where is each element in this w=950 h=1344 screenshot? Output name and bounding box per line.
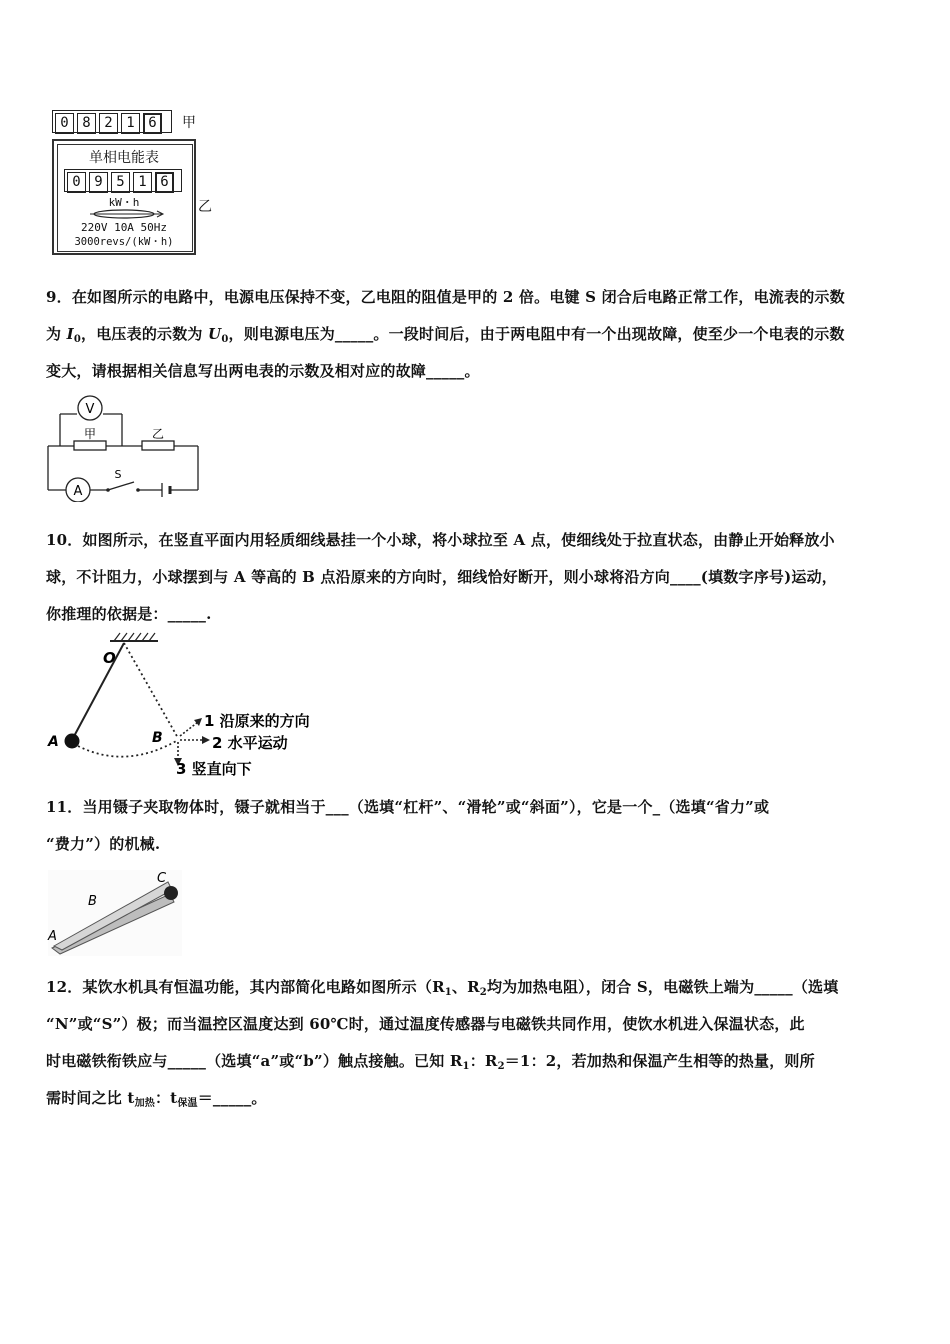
meter-spec-1: 220V 10A 50Hz (80, 221, 168, 234)
q10-line-1: 10．如图所示，在竖直平面内用轻质细线悬挂一个小球，将小球拉至 A 点，使细线处于拉直状态，由静止开始释放小 (46, 531, 835, 549)
pivot-label: O (103, 649, 116, 667)
tweezers-point-a: A (48, 929, 57, 944)
meter-bottom-label: 乙 (198, 199, 212, 215)
q11-tweezers-diagram (44, 868, 186, 960)
switch-label: S (114, 468, 122, 481)
meter-digit: 1 (121, 113, 140, 134)
meter-unit: kW・h (108, 196, 140, 209)
meter-digit: 0 (55, 113, 74, 134)
point-a-label: A (48, 734, 59, 750)
resistor-2-label: 乙 (151, 427, 165, 441)
q10-pendulum-diagram (44, 632, 344, 784)
meter-spec-2: 3000revs/(kW・h) (74, 236, 174, 248)
meter-digit: 5 (111, 172, 130, 193)
q11-line-1: 11．当用镊子夹取物体时，镊子就相当于___（选填“杠杆”、“滑轮”或“斜面”），它是一个_（选填“省力”或 (46, 798, 770, 816)
battery-icon (162, 483, 170, 497)
q9-circuit-diagram (44, 394, 206, 502)
resistor-1-label: 甲 (83, 427, 97, 441)
q10-line-3: 你推理的依据是：_____. (46, 605, 212, 623)
meter-digit: 2 (99, 113, 118, 134)
switch-contact (136, 488, 140, 492)
meter-disc-icon (84, 207, 168, 221)
direction-2-label: 2 水平运动 (212, 734, 288, 752)
direction-1-label: 1 沿原来的方向 (204, 712, 310, 730)
meter-bottom-digits (64, 169, 182, 192)
switch-contact (106, 488, 110, 492)
q11-line-2: “费力”）的机械. (46, 835, 161, 853)
meter-bottom (52, 139, 196, 255)
meter-top-digits (52, 110, 172, 133)
q12-line-3: 时电磁铁衔铁应与_____（选填“a”或“b”）触点接触。已知 $R_1$：$R_2=1$：2，若加热和保温产生相等的热量，则所 (46, 1052, 815, 1072)
ball-icon (65, 734, 80, 749)
meter-digit: 0 (67, 172, 86, 193)
point-b-label: B (152, 730, 163, 746)
q12-line-2: “N”或“S”）极；而当温控区温度达到 60℃时，通过温度传感器与电磁铁共同作用，使饮水机进入保温状态，此 (46, 1015, 805, 1033)
meter-digit: 6 (155, 172, 174, 193)
q12-line-4: 需时间之比 $t_{加热}$：$t_{保温}=\_\_\_\_\_$。 (46, 1089, 267, 1109)
meter-title: 单相电能表 (89, 150, 159, 166)
q9-line-2: 为 $I_0$，电压表的示数为 $U_0$，则电源电压为_____。一段时间后，由于两电阻中有一个出现故障，使至少一个电表的示数 (46, 325, 845, 345)
q10-line-2: 球，不计阻力，小球摆到与 A 等高的 B 点沿原来的方向时，细线恰好断开，则小球将沿方向____(填数字序号)运动， (46, 568, 838, 586)
q9-line-1: 9．在如图所示的电路中，电源电压保持不变，乙电阻的阻值是甲的 2 倍。电键 S 闭合后电路正常工作，电流表的示数 (46, 288, 845, 306)
meter-digit: 9 (89, 172, 108, 193)
tweezers-point-c: C (157, 871, 167, 886)
meter-digit: 1 (133, 172, 152, 193)
direction-3-label: 3 竖直向下 (176, 760, 252, 778)
q12-line-1: 12．某饮水机具有恒温功能，其内部简化电路如图所示（$R_1$、$R_2$均为加热电阻），闭合 S，电磁铁上端为_____（选填 (46, 978, 839, 998)
q9-line-3: 变大，请根据相关信息写出两电表的示数及相对应的故障_____。 (46, 362, 480, 380)
meter-digit: 8 (77, 113, 96, 134)
tweezers-point-b: B (88, 894, 97, 909)
ammeter-label: A (73, 484, 83, 499)
meter-top-label: 甲 (182, 115, 196, 131)
meter-digit: 6 (143, 113, 162, 134)
object-ball-icon (164, 886, 178, 900)
voltmeter-label: V (85, 402, 95, 417)
